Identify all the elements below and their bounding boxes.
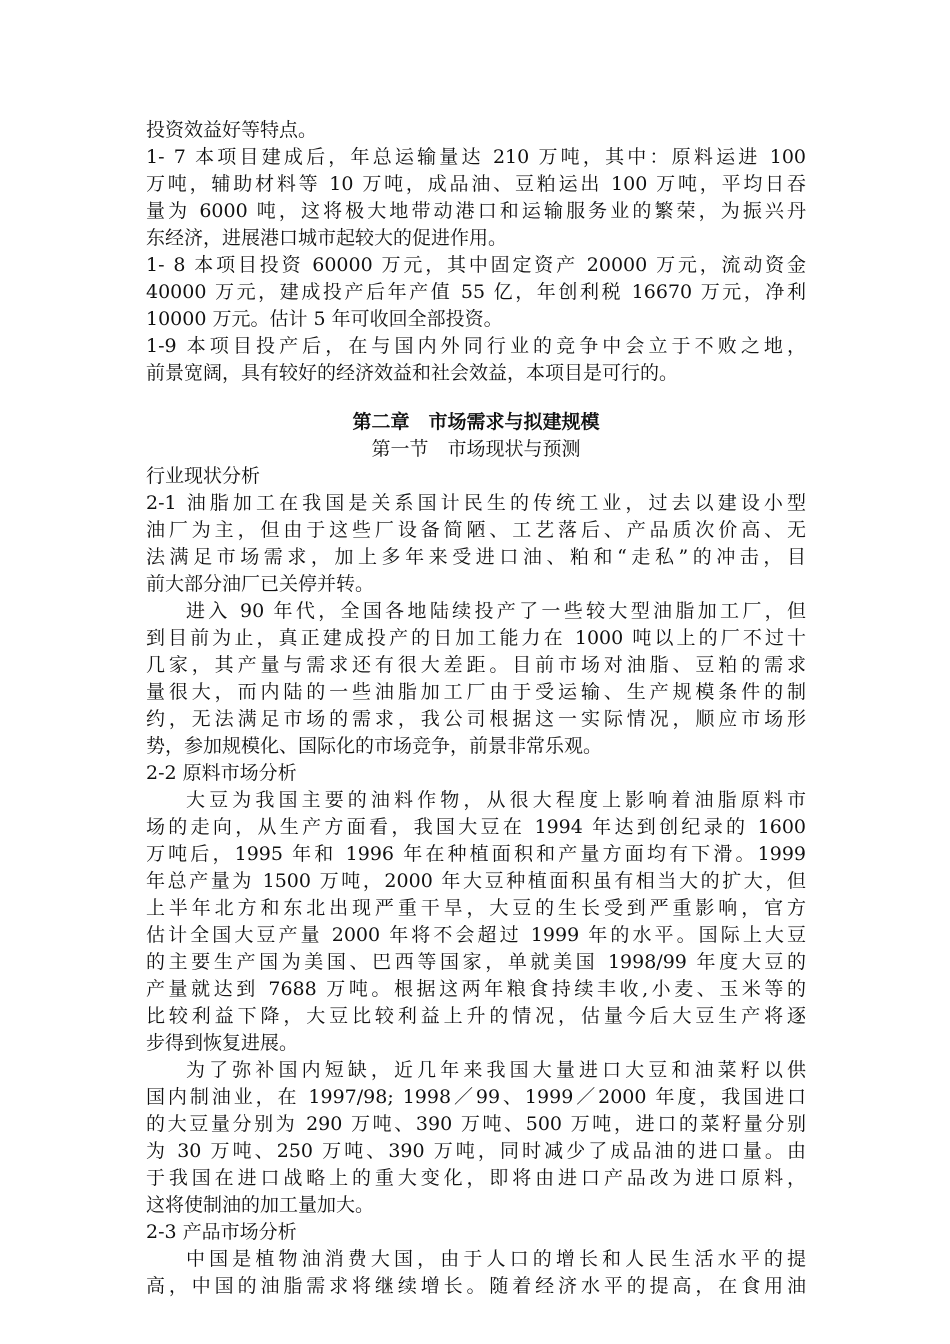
- text-line: 步得到恢复进展。: [146, 1032, 299, 1054]
- paragraph: [146, 1246, 806, 1300]
- text-line: 大豆为我国主要的油料作物，从很大程度上影响着油脂原料市: [186, 789, 806, 811]
- text-line: 东经济，进展港口城市起较大的促进作用。: [146, 227, 508, 249]
- paragraph: [146, 787, 806, 1057]
- text-line: 于我国在进口战略上的重大变化，即将由进口产品改为进口原料，: [146, 1167, 806, 1189]
- text-line: 几家，其产量与需求还有很大差距。目前市场对油脂、豆粕的需求: [146, 654, 806, 676]
- text-line: 上半年北方和东北出现严重干旱，大豆的生长受到严重影响，官方: [146, 897, 806, 919]
- text-line: 场的走向，从生产方面看，我国大豆在 1994 年达到创纪录的 1600: [146, 816, 806, 838]
- paragraph: [146, 117, 806, 144]
- chapter-heading: 第二章 市场需求与拟建规模: [352, 411, 600, 433]
- text-line: 1- 8 本项目投资 60000 万元，其中固定资产 20000 万元，流动资金: [146, 254, 806, 276]
- text-line: 年总产量为 1500 万吨，2000 年大豆种植面积虽有相当大的扩大，但: [146, 870, 806, 892]
- text-line: 比较利益下降，大豆比较利益上升的情况，估量今后大豆生产将逐: [146, 1005, 806, 1027]
- text-line: 进入 90 年代，全国各地陆续投产了一些较大型油脂加工厂，但: [186, 600, 806, 622]
- text-line: 的大豆量分别为 290 万吨、390 万吨、500 万吨，进口的菜籽量分别: [146, 1113, 806, 1135]
- paragraph: [146, 1219, 806, 1246]
- text-line: 万吨后，1995 年和 1996 年在种植面积和产量方面均有下滑。1999: [146, 843, 806, 865]
- text-line: 到目前为止，真正建成投产的日加工能力在 1000 吨以上的厂不过十: [146, 627, 806, 649]
- paragraph: [146, 490, 806, 598]
- text-line: 前大部分油厂已关停并转。: [146, 573, 375, 595]
- text-line: 势，参加规模化、国际化的市场竞争，前景非常乐观。: [146, 735, 603, 757]
- text-line: 约，无法满足市场的需求，我公司根据这一实际情况，顺应市场形: [146, 708, 806, 730]
- text-line: 10000 万元。估计 5 年可收回全部投资。: [146, 308, 503, 330]
- text-line: 法满足市场需求，加上多年来受进口油、粕和“走私”的冲击，目: [146, 546, 806, 568]
- text-line: 1-9 本项目投产后，在与国内外同行业的竞争中会立于不败之地，: [146, 335, 806, 357]
- text-line: 量很大，而内陆的一些油脂加工厂由于受运输、生产规模条件的制: [146, 681, 806, 703]
- paragraph: [146, 252, 806, 333]
- text-line: 中国是植物油消费大国，由于人口的增长和人民生活水平的提: [186, 1248, 806, 1270]
- text-line: 为 30 万吨、250 万吨、390 万吨，同时减少了成品油的进口量。由: [146, 1140, 806, 1162]
- text-line: 国内制油业，在 1997/98; 1998／99、1999／2000 年度，我国进口: [146, 1086, 806, 1108]
- text-line: 前景宽阔，具有较好的经济效益和社会效益，本项目是可行的。: [146, 362, 679, 384]
- text-line: 投资效益好等特点。: [146, 119, 318, 141]
- text-line: 高，中国的油脂需求将继续增长。随着经济水平的提高，在食用油: [146, 1275, 806, 1297]
- paragraph: [146, 760, 806, 787]
- text-line: 为了弥补国内短缺，近几年来我国大量进口大豆和油菜籽以供: [186, 1059, 806, 1081]
- text-line: 油厂为主，但由于这些厂设备简陋、工艺落后、产品质次价高、无: [146, 519, 806, 541]
- paragraph: [146, 598, 806, 760]
- document-page: [146, 117, 806, 1300]
- text-line: 2-3 产品市场分析: [146, 1221, 297, 1243]
- text-line: 估计全国大豆产量 2000 年将不会超过 1999 年的水平。国际上大豆: [146, 924, 806, 946]
- paragraph: [146, 463, 806, 490]
- text-line: 2-2 原料市场分析: [146, 762, 297, 784]
- paragraph: [146, 144, 806, 252]
- text-line: 这将使制油的加工量加大。: [146, 1194, 375, 1216]
- text-line: 行业现状分析: [146, 465, 261, 487]
- text-line: 产量就达到 7688 万吨。根据这两年粮食持续丰收,小麦、玉米等的: [146, 978, 806, 1000]
- text-line: 的主要生产国为美国、巴西等国家，单就美国 1998/99 年度大豆的: [146, 951, 806, 973]
- paragraph: [146, 333, 806, 387]
- paragraph: [146, 1057, 806, 1219]
- text-line: 量为 6000 吨，这将极大地带动港口和运输服务业的繁荣，为振兴丹: [146, 200, 806, 222]
- section-heading: 第一节 市场现状与预测: [371, 438, 581, 460]
- text-line: 2-1 油脂加工在我国是关系国计民生的传统工业，过去以建设小型: [146, 492, 806, 514]
- text-line: 万吨，辅助材料等 10 万吨，成品油、豆粕运出 100 万吨，平均日吞: [146, 173, 806, 195]
- text-line: 1- 7 本项目建成后，年总运输量达 210 万吨，其中：原料运进 100: [146, 146, 806, 168]
- text-line: 40000 万元，建成投产后年产值 55 亿，年创利税 16670 万元，净利: [146, 281, 806, 303]
